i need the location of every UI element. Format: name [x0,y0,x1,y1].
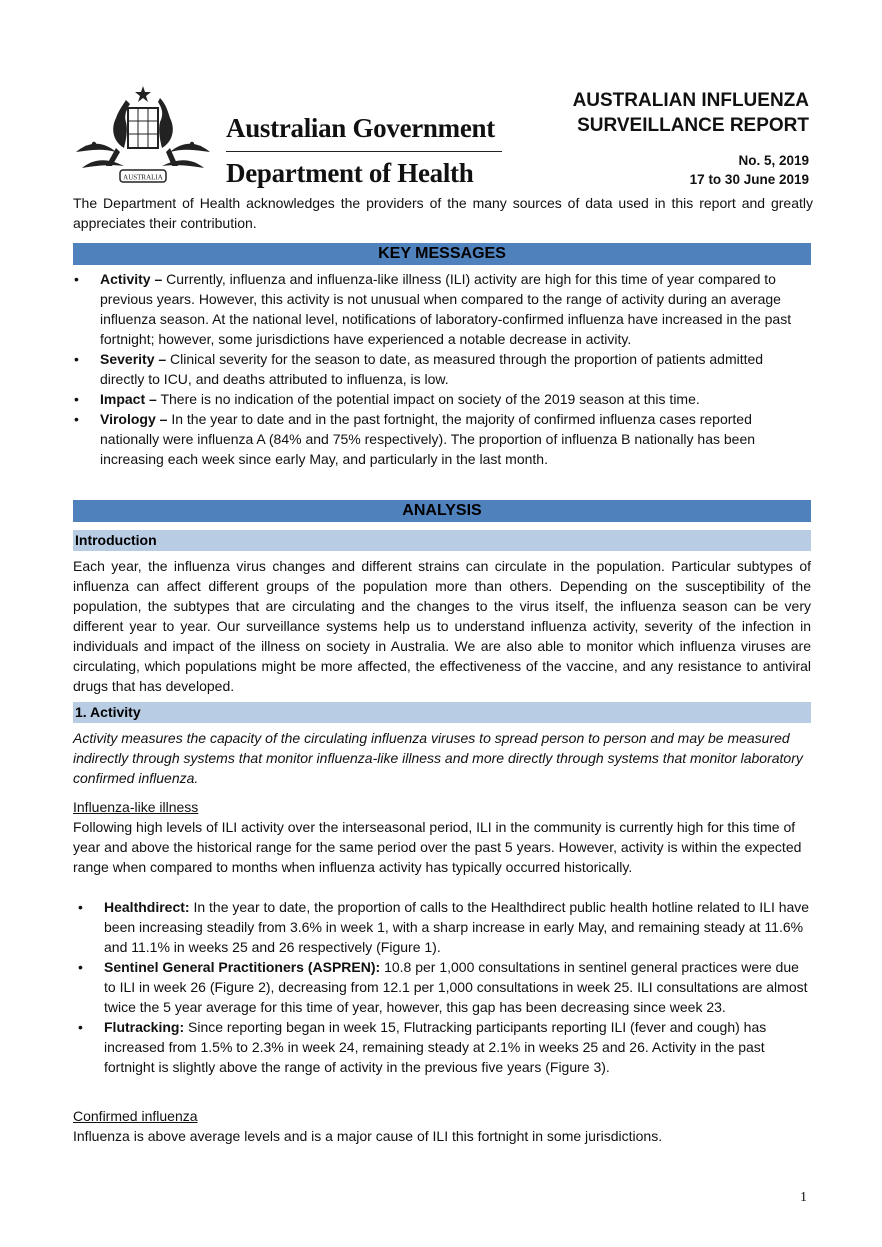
page-number: 1 [800,1190,807,1205]
coat-of-arms-logo [68,82,218,190]
introduction-text: Each year, the influenza virus changes and different strains can circulate in the population. Particular subtypes of influenza can affect different groups of the population more than others. Depending on the susceptibility of the population, the subtypes that are circulating and the changes to the virus itself, the influenza season can be very different year to year. Our surveillance systems help us to understand influenza activity, severity of the infection in individuals and impact of the illness on society in Australia. We are also able to monitor which influenza viruses are circulating, which populations might be more affected, the effectiveness of the vaccine, and any resistance to antiviral drugs that has developed. [73,558,811,694]
list-item: • Flutracking: Since reporting began in week 15, Flutracking participants reporting ILI (fever and cough) has increased from 1.5% to 2.3% in week 24, remaining steady at 2.1% in weeks 25 and 26. Activity in the past fortnight is slightly above the range of activity in the previous five years (Figure 3). [78,1019,767,1075]
key-messages-heading: KEY MESSAGES [73,243,811,265]
svg-text:AUSTRALIA: AUSTRALIA [123,173,163,182]
report-period: 17 to 30 June 2019 [689,172,809,187]
key-messages-list [73,269,811,469]
analysis-heading: ANALYSIS [73,500,811,522]
list-item: • Activity – Currently, influenza and influenza-like illness (ILI) activity are high for this time of year compared to previous years. However, this activity is not unusual when compared to the range of activity during an average influenza season. At the national level, notifications of laboratory-confirmed influenza have increased in the past fortnight; however, some jurisdictions have experienced a notable decrease in activity. [74,271,792,347]
activity-heading: 1. Activity [73,702,811,723]
ili-sources-list [73,897,811,1077]
confirmed-influenza-heading: Confirmed influenza [73,1108,198,1124]
report-number: No. 5, 2019 [738,153,809,168]
list-item: • Sentinel General Practitioners (ASPREN): 10.8 per 1,000 consultations in sentinel general practices were due to ILI in week 26 (Figure 2), decreasing from 12.1 per 1,000 consultations in week 25. ILI consultations are almost twice the 5 year average for this time of year, however, this gap has been decreasing since week 23. [78,959,808,1015]
list-item: • Severity – Clinical severity for the season to date, as measured through the proportion of patients admitted directly to ICU, and deaths attributed to influenza, is low. [74,351,764,387]
ili-heading: Influenza-like illness [73,799,199,815]
acknowledgement: The Department of Health acknowledges the providers of the many sources of data used in this report and greatly appreciates their contribution. [73,195,813,231]
list-item: • Healthdirect: In the year to date, the proportion of calls to the Healthdirect public health hotline related to ILI have been increasing steadily from 3.6% in week 1, with a sharp increase in early May, and remaining steady at 11.6% and 11.1% in weeks 25 and 26 respectively (Figure 1). [78,899,810,955]
report-issue [690,151,809,189]
report-title: AUSTRALIAN INFLUENZA SURVEILLANCE REPORT [572,90,809,136]
activity-intro: Activity measures the capacity of the circulating influenza viruses to spread person to person and may be measured indirectly through systems that monitor influenza-like illness and more directly through systems that monitor laboratory confirmed influenza. [73,730,803,786]
confirmed-influenza-text: Influenza is above average levels and is a major cause of ILI this fortnight in some jurisdictions. [73,1128,663,1144]
list-item: • Virology – In the year to date and in the past fortnight, the majority of confirmed influenza cases reported nationally were influenza A (84% and 75% respectively). The proportion of influenza B nationally has been increasing each week since early May, and particularly in the last month. [74,411,756,467]
department-name: Department of Health [226,158,474,188]
header-divider [226,151,502,152]
introduction-heading: Introduction [73,530,811,551]
ili-text: Following high levels of ILI activity over the interseasonal period, ILI in the community is currently high for this time of year and above the historical range for the same period over the past 5 years. However, activity is within the expected range when compared to months when influenza activity has typically occurred historically. [73,819,802,875]
list-item: • Impact – There is no indication of the potential impact on society of the 2019 season at this time. [74,391,700,407]
government-name: Australian Government [226,113,495,143]
